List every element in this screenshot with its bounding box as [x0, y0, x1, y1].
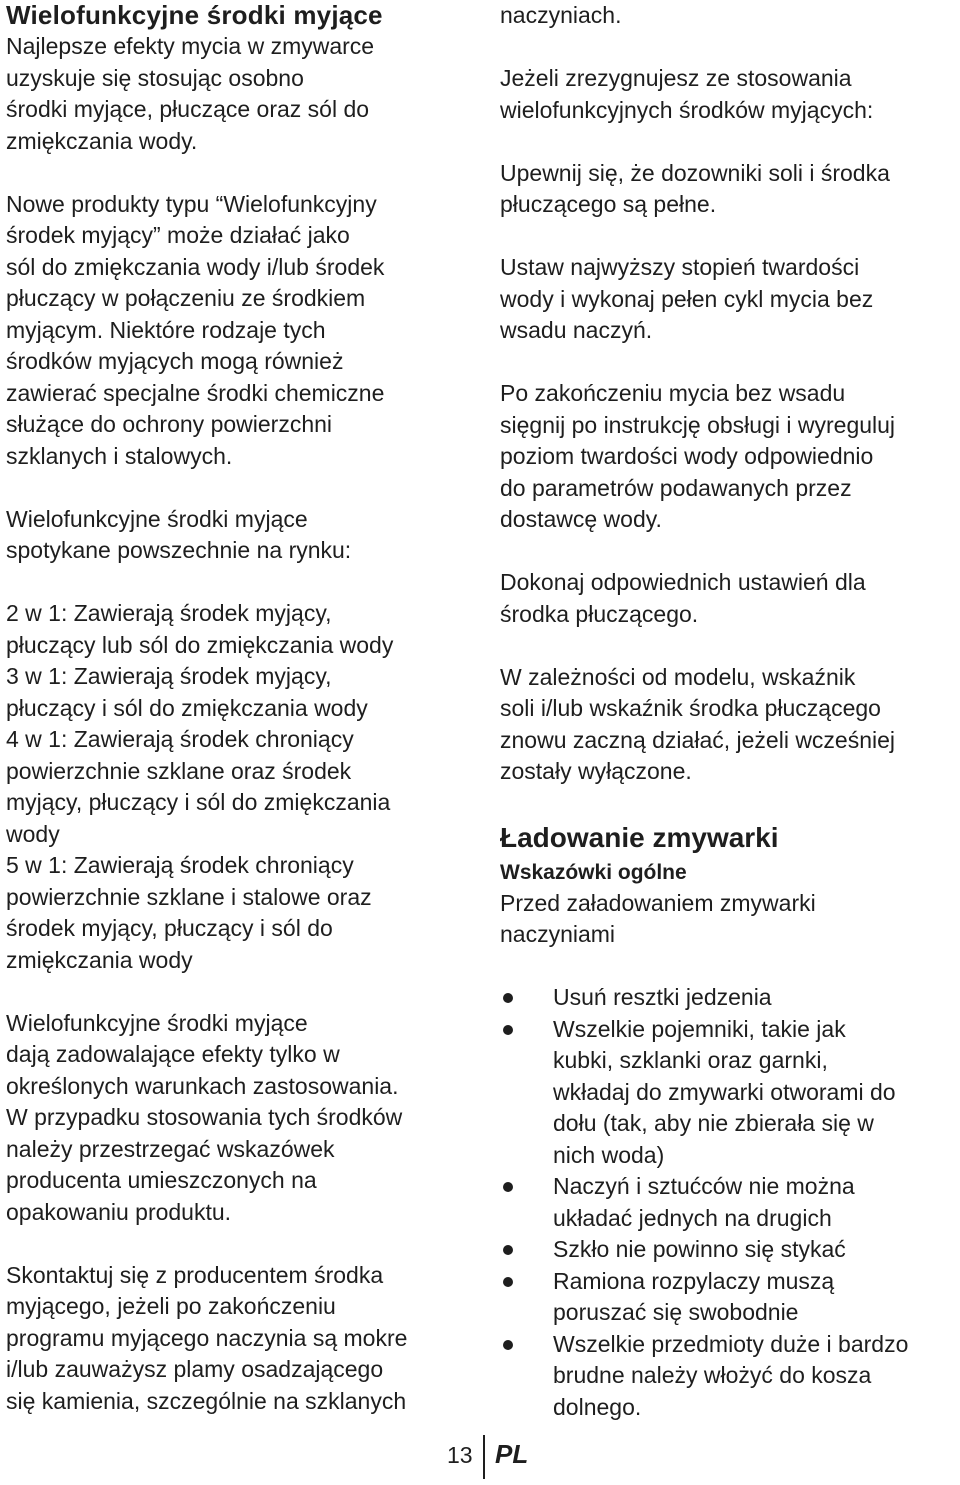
step-adjust-hardness: Po zakończeniu mycia bez wsadu sięgnij po instrukcję obsługi i wyreguluj poziom twardości wody odpowiednio do parametrów podawanych przez dostawcę wody. — [500, 380, 896, 532]
subsection-title-general: Wskazówki ogólne — [500, 860, 687, 884]
step-check-dispensers: Upewnij się, że dozowniki soli i środka płuczącego są pełne. — [500, 159, 890, 217]
bullet-icon — [503, 1245, 513, 1255]
list-item — [500, 1329, 955, 1424]
page-title: Wielofunkcyjne środki myjące — [6, 0, 383, 30]
contact-paragraph: Skontaktuj się z producentem środka myjącego, jeżeli po zakończeniu programu myjącego naczynia są mokre i/lub zauważysz plamy osadzającego się kamienia, szczególnie na szklanych — [6, 1261, 408, 1414]
bullet-icon — [503, 1277, 513, 1287]
new-products-paragraph: Nowe produkty typu “Wielofunkcyjny środek myjący” może działać jako sól do zmiękczania wody i/lub środek płuczący w połączeniu ze środkiem myjącym. Niektóre rodzaje tych środków myjących mogą również zawierać specjalne środki chemiczne służące do ochrony powierzchni szklanych i stalowych. — [6, 190, 385, 469]
step-rinse-aid-settings: Dokonaj odpowiednich ustawień dla środka płuczącego. — [500, 569, 866, 627]
market-intro-paragraph: Wielofunkcyjne środki myjące spotykane powszechnie na rynku: — [6, 505, 352, 563]
step-set-hardness: Ustaw najwyższy stopień twardości wody i wykonaj pełen cykl mycia bez wsadu naczyń. — [500, 254, 874, 343]
left-column — [6, 0, 476, 1417]
list-item — [500, 982, 955, 1014]
list-item-text: Naczyń i sztućców nie można układać jednych na drugich — [553, 1173, 855, 1231]
continuation-text: naczyniach. — [500, 2, 622, 28]
list-item — [500, 1014, 955, 1172]
list-item-text: Wszelkie pojemniki, takie jak kubki, szklanki oraz garnki, wkładaj do zmywarki otworami do dołu (tak, aby nie zbierała się w nich woda) — [553, 1015, 896, 1168]
bullet-icon — [503, 1025, 513, 1035]
loading-tips-list — [500, 982, 955, 1423]
page-number: 13 — [447, 1442, 473, 1468]
before-loading-paragraph: Przed załadowaniem zmywarki naczyniami — [500, 889, 816, 947]
bullet-icon — [503, 1340, 513, 1350]
list-item — [500, 1171, 955, 1234]
intro-paragraph: Najlepsze efekty mycia w zmywarce uzyskuje się stosując osobno środki myjące, płuczące oraz sól do zmiękczania wody. — [6, 33, 375, 154]
list-item — [500, 1266, 955, 1329]
list-item — [500, 1234, 955, 1266]
section-title-loading: Ładowanie zmywarki — [500, 821, 779, 853]
right-column — [500, 0, 955, 1423]
list-item-text: Usuń resztki jedzenia — [553, 984, 772, 1010]
list-item-text: Wszelkie przedmioty duże i bardzo brudne należy włożyć do kosza dolnego. — [553, 1330, 909, 1420]
detergent-types-list: 2 w 1: Zawierają środek myjący, płuczący lub sól do zmiękczania wody 3 w 1: Zawierają środek myjący, płuczący i sól do zmiękczania wody 4 w 1: Zawierają środek chroniący powierzchnie szklane oraz środek myjący, płuczący i sól do zmiękczania wody 5 w 1: Zawierają środek chroniący powierzchnie szklane i stalowe oraz środek myjący, płuczący i sól do zmiękczania wody — [6, 600, 394, 973]
conditions-paragraph: Wielofunkcyjne środki myjące dają zadowalające efekty tylko w określonych warunkach zastosowania. W przypadku stosowania tych środków należy przestrzegać wskazówek producenta umieszczonych na opakowaniu produktu. — [6, 1009, 403, 1225]
step-indicators: W zależności od modelu, wskaźnik soli i/lub wskaźnik środka płuczącego znowu zaczną działać, jeżeli wcześniej zostały wyłączone. — [500, 663, 896, 784]
language-code: PL — [495, 1439, 529, 1469]
bullet-icon — [503, 993, 513, 1003]
bullet-icon — [503, 1182, 513, 1192]
stop-using-paragraph: Jeżeli zrezygnujesz ze stosowania wielofunkcyjnych środków myjących: — [500, 65, 874, 123]
list-item-text: Szkło nie powinno się stykać — [553, 1236, 846, 1262]
list-item-text: Ramiona rozpylaczy muszą poruszać się swobodnie — [553, 1267, 835, 1325]
footer-divider — [483, 1435, 485, 1479]
